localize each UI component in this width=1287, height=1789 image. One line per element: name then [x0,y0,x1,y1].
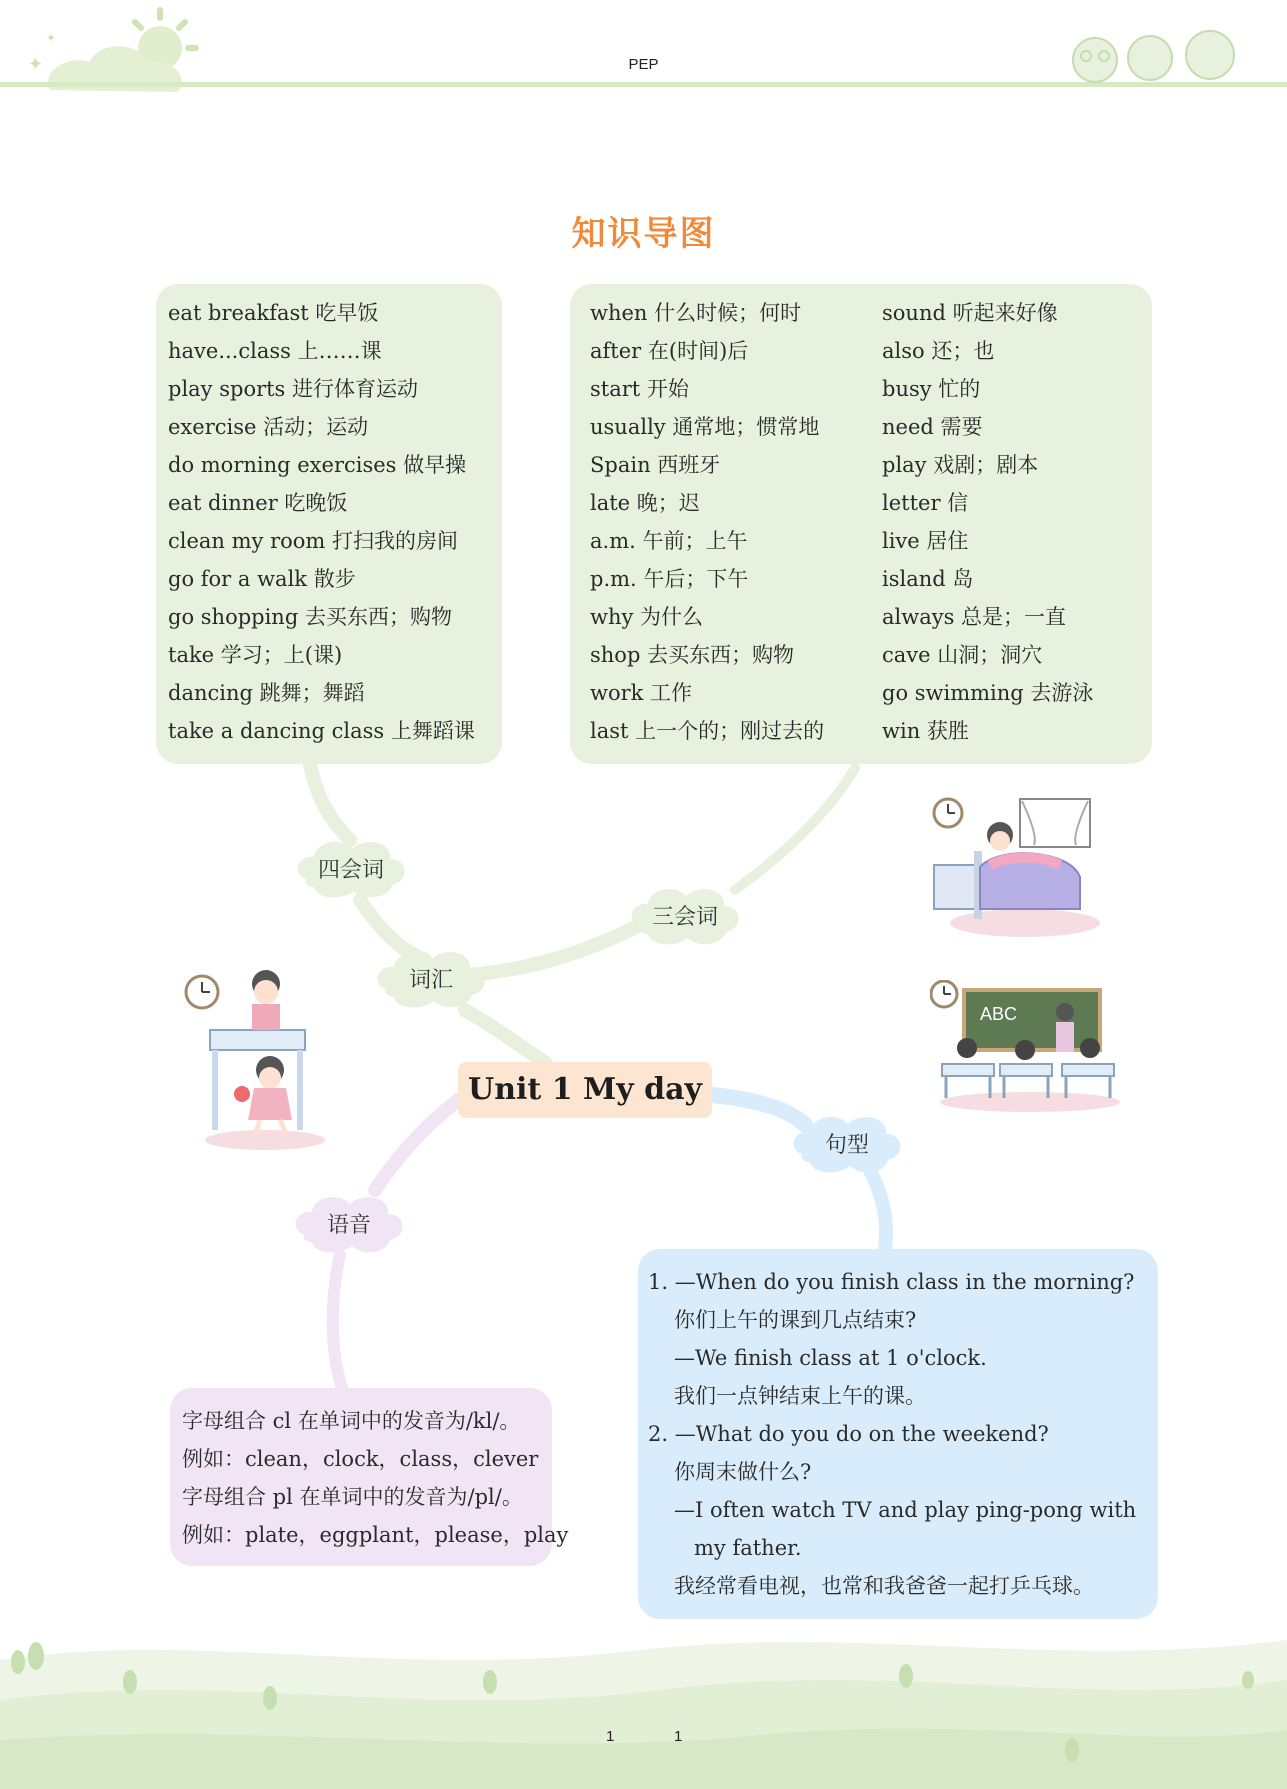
node-three-skill [626,882,744,948]
phonics-line: 例如：plate，eggplant，please，play [182,1523,569,1547]
list-item: go shopping 去买东西；购物 [168,605,452,629]
list-item: start 开始 [590,377,689,401]
node-sentences [788,1110,906,1176]
node-label: 句型 [824,1133,869,1158]
classroom-illustration [930,980,1125,1115]
list-item: clean my room 打扫我的房间 [168,529,458,553]
list-item: a.m. 午前；上午 [590,529,748,553]
phonics-line: 例如：clean，clock，class，clever [182,1447,539,1471]
list-item: eat dinner 吃晚饭 [168,491,348,515]
list-item: busy 忙的 [882,377,981,401]
three-skill-column-left [590,294,824,750]
sentence-line: my father. [694,1536,802,1560]
list-item: late 晚；迟 [590,491,700,515]
node-vocabulary [372,945,490,1011]
star-icon: ✦ [46,31,57,45]
list-item: exercise 活动；运动 [168,415,369,439]
list-item: last 上一个的；刚过去的 [590,719,825,743]
phonics-line: 字母组合 cl 在单词中的发音为/kl/。 [182,1409,521,1433]
list-item: play sports 进行体育运动 [168,377,419,401]
list-item: shop 去买东西；购物 [590,643,795,667]
list-item: sound 听起来好像 [882,301,1058,325]
list-item: live 居住 [882,529,969,553]
header-label: PEP [628,56,659,73]
list-item: take 学习；上(课) [168,643,343,667]
blackboard-text: ABC [980,1004,1018,1024]
list-item: cave 山洞；洞穴 [882,643,1043,667]
page-number-left: 1 [606,1728,615,1745]
list-item: take a dancing class 上舞蹈课 [168,719,475,743]
sentence-line: 你们上午的课到几点结束? [674,1308,917,1332]
sentence-line: 我们一点钟结束上午的课。 [674,1384,926,1408]
phonics-box [170,1388,569,1566]
node-phonics [290,1190,408,1256]
list-item: when 什么时候；何时 [590,301,802,325]
list-item: play 戏剧；剧本 [882,453,1039,477]
sentence-line: 2. —What do you do on the weekend? [648,1422,1049,1446]
node-four-skill [292,835,410,901]
sentence-line: 我经常看电视，也常和我爸爸一起打乒乓球。 [674,1574,1094,1598]
sentence-patterns-box [638,1249,1158,1619]
sentence-line: 1. —When do you finish class in the morning? [648,1270,1135,1294]
list-item: have...class 上……课 [168,339,382,363]
list-item: go for a walk 散步 [168,567,356,591]
girl-waking-up-illustration [930,795,1100,945]
list-item: also 还；也 [882,339,995,363]
list-item: win 获胜 [882,719,969,743]
sentence-line: —I often watch TV and play ping-pong with [674,1498,1137,1522]
girl-washing-dishes-illustration [180,970,330,1150]
sentence-line: —We finish class at 1 o'clock. [674,1346,987,1370]
list-item: go swimming 去游泳 [882,681,1094,705]
phonics-line: 字母组合 pl 在单词中的发音为/pl/。 [182,1485,523,1509]
list-item: eat breakfast 吃早饭 [168,301,379,325]
node-label: 词汇 [408,968,453,993]
node-label: 三会词 [651,905,718,930]
list-item: do morning exercises 做早操 [168,453,467,477]
list-item: work 工作 [590,681,693,705]
node-label: 语音 [326,1213,371,1238]
list-item: usually 通常地；惯常地 [590,415,820,439]
three-skill-words-box [570,284,1152,764]
node-label: 四会词 [317,858,384,883]
list-item: island 岛 [882,567,974,591]
page-title: 知识导图 [571,214,716,254]
list-item: after 在(时间)后 [590,339,749,363]
list-item: dancing 跳舞；舞蹈 [168,681,365,705]
list-item: letter 信 [882,491,969,515]
sentence-line: 你周末做什么? [674,1460,812,1484]
list-item: why 为什么 [590,605,704,629]
three-skill-column-right [882,294,1093,750]
unit-title: Unit 1 My day [458,1062,712,1118]
footer-hills-decoration [0,1620,1287,1789]
list-item: need 需要 [882,415,983,439]
four-skill-words-box [156,284,502,764]
list-item: Spain 西班牙 [590,453,721,477]
page-number-right: 1 [674,1728,683,1745]
list-item: p.m. 午后；下午 [590,567,749,591]
list-item: always 总是；一直 [882,605,1067,629]
star-icon: ✦ [28,54,44,75]
